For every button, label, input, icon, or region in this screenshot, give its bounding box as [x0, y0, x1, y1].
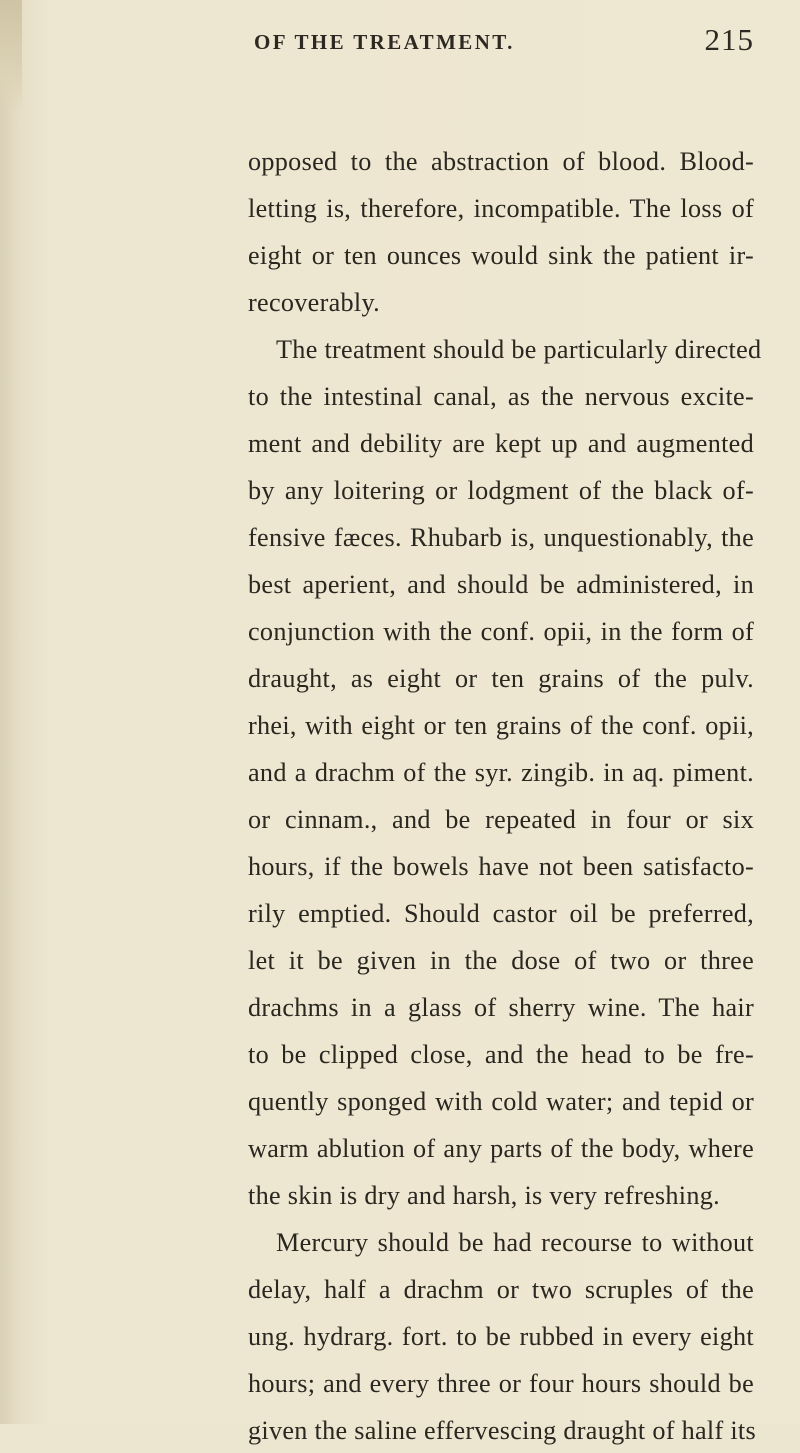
text-line: quently sponged with cold water; and tepid or	[248, 1087, 754, 1116]
text-line: let it be given in the dose of two or three	[248, 946, 754, 975]
text-line: delay, half a drachm or two scruples of the	[248, 1275, 754, 1304]
text-line: The treatment should be particularly directed	[276, 335, 762, 364]
text-line: given the saline effervescing draught of half its	[248, 1416, 756, 1445]
text-line: to the intestinal canal, as the nervous excite-	[248, 382, 754, 411]
text-line: hours, if the bowels have not been satisfacto-	[248, 852, 754, 881]
text-line: recoverably.	[248, 288, 381, 317]
text-line: or cinnam., and be repeated in four or six	[248, 805, 754, 834]
text-line: and a drachm of the syr. zingib. in aq. piment.	[248, 758, 754, 787]
text-line: rily emptied. Should castor oil be preferred,	[248, 899, 754, 928]
running-head-title: OF THE TREATMENT.	[254, 30, 515, 54]
text-line: the skin is dry and harsh, is very refreshing.	[248, 1181, 720, 1210]
text-line: eight or ten ounces would sink the patient ir-	[248, 241, 754, 270]
text-line: to be clipped close, and the head to be fre-	[248, 1040, 754, 1069]
running-head	[254, 22, 754, 62]
text-line: drachms in a glass of sherry wine. The hair	[248, 993, 754, 1022]
text-line: draught, as eight or ten grains of the pulv.	[248, 664, 754, 693]
text-line: conjunction with the conf. opii, in the form of	[248, 617, 754, 646]
text-line: by any loitering or lodgment of the black of-	[248, 476, 754, 505]
text-line: Mercury should be had recourse to without	[276, 1228, 754, 1257]
text-line: opposed to the abstraction of blood. Blood-	[248, 147, 754, 176]
text-line: ung. hydrarg. fort. to be rubbed in every eight	[248, 1322, 754, 1351]
text-line: ment and debility are kept up and augmented	[248, 429, 754, 458]
page-number: 215	[704, 22, 754, 57]
text-line: warm ablution of any parts of the body, where	[248, 1134, 754, 1163]
text-line: letting is, therefore, incompatible. The loss of	[248, 194, 754, 223]
text-line: rhei, with eight or ten grains of the conf. opii,	[248, 711, 754, 740]
page-edge-shadow	[0, 0, 22, 110]
text-line: fensive fæces. Rhubarb is, unquestionably, the	[248, 523, 754, 552]
text-line: hours; and every three or four hours should be	[248, 1369, 754, 1398]
text-line: best aperient, and should be administered, in	[248, 570, 754, 599]
